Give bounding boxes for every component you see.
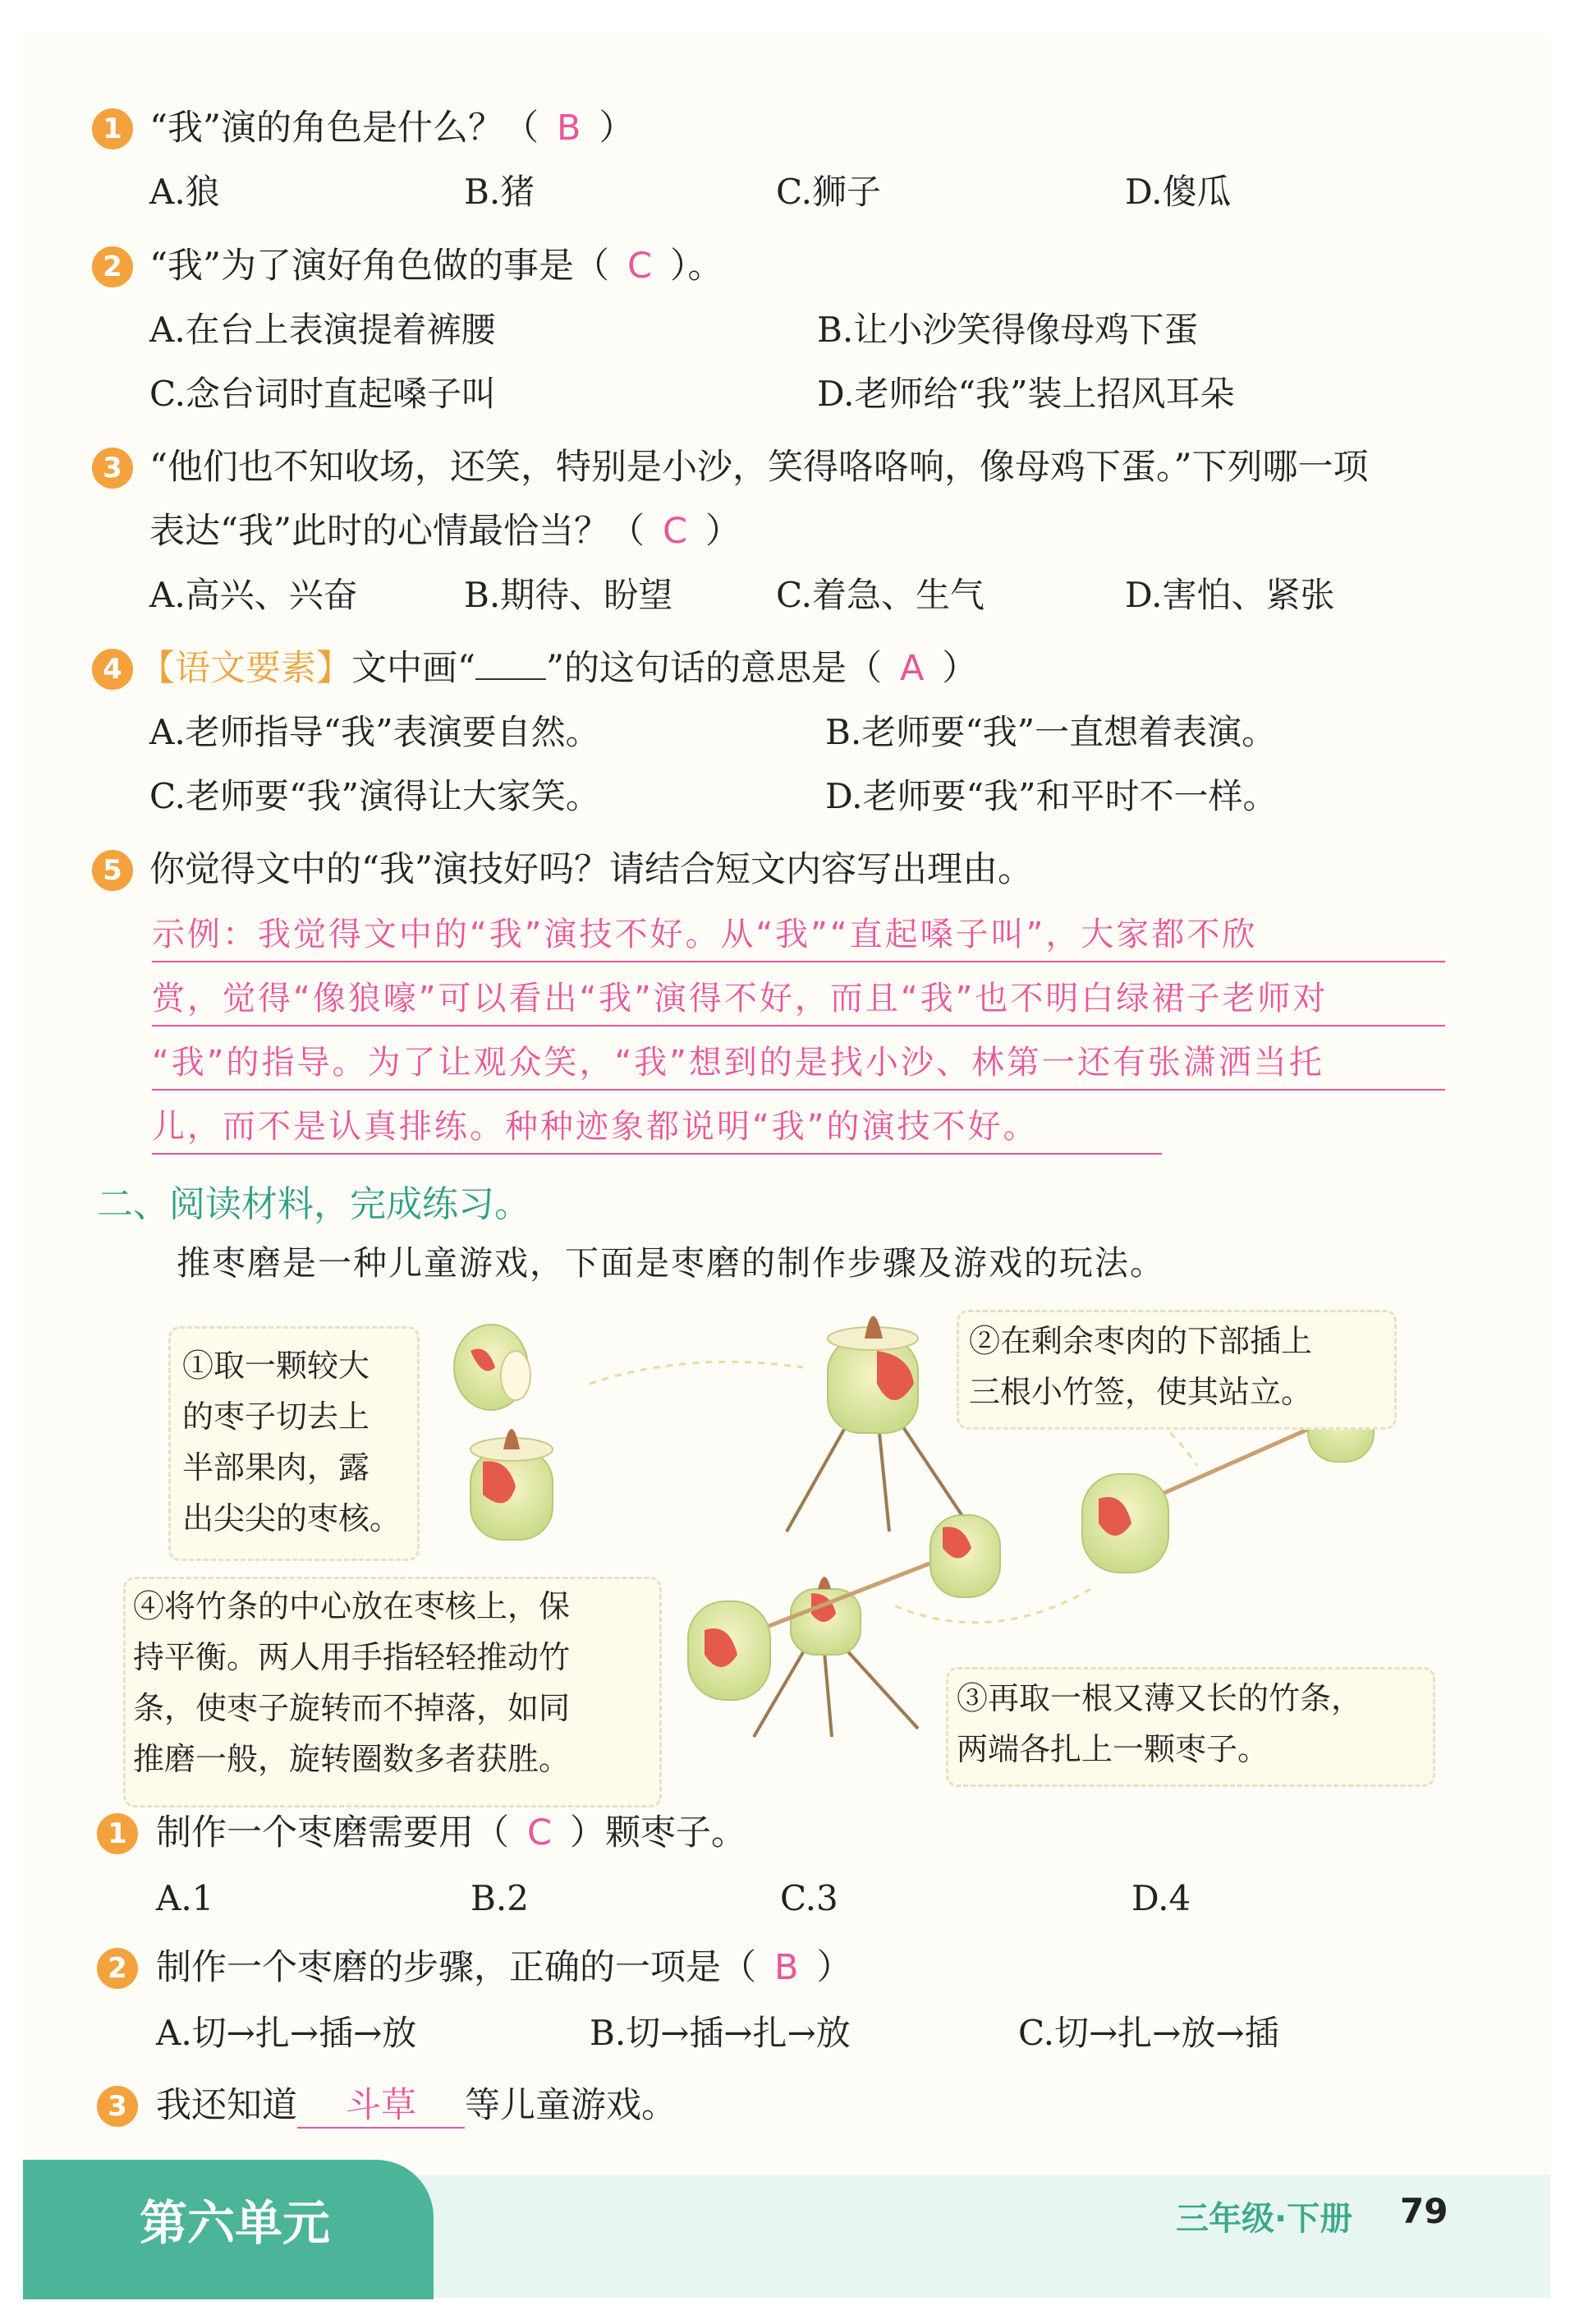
cut-jujube-top <box>454 1325 530 1410</box>
underline-blank <box>475 645 546 680</box>
step-4-line-2: 持平衡。两人用手指轻轻推动竹 <box>133 1639 571 1675</box>
s2-q3-prompt: 我还知道 <box>156 2085 297 2126</box>
question-3-line-1: “他们也不知收场，还笑，特别是小沙，笑得咯咯响，像母鸡下蛋。”下列哪一项 <box>149 447 1369 488</box>
question-number-4: 4 <box>92 649 133 690</box>
q2-option-a: A.在台上表演提着裤腰 <box>149 310 496 350</box>
q1-option-a: A.狼 <box>149 172 220 212</box>
s2-q2-option-c: C.切→扎→放→插 <box>1018 2013 1279 2053</box>
question-4-close: ） <box>942 648 978 689</box>
s2-q1-option-a: A.1 <box>156 1878 214 1918</box>
section-2-question-number-1: 1 <box>97 1813 138 1854</box>
step-4-line-3: 条，使枣子旋转而不掉落，如同 <box>133 1690 571 1726</box>
s2-q2-option-a: A.切→扎→插→放 <box>156 2013 417 2053</box>
s2-q1-option-b: B.2 <box>470 1878 529 1918</box>
question-3-close: ） <box>705 511 741 552</box>
q2-option-b: B.让小沙笑得像母鸡下蛋 <box>817 310 1199 350</box>
page-number: 79 <box>1400 2191 1448 2231</box>
section-2-question-1 <box>156 1808 746 1858</box>
answer-underline <box>152 1153 1162 1155</box>
question-1-answer: B <box>556 108 581 149</box>
section-2-title: 二、阅读材料，完成练习。 <box>97 1183 530 1225</box>
question-number-3: 3 <box>92 448 133 489</box>
s2-q2-answer: B <box>774 1947 799 1988</box>
step-4-line-4: 推磨一般，旋转圈数多者获胜。 <box>133 1741 571 1777</box>
step-1-line-4: 出尖尖的枣核。 <box>182 1500 402 1536</box>
s2-q2-option-b: B.切→插→扎→放 <box>590 2013 851 2053</box>
language-element-tag: 【语文要素】 <box>140 648 351 689</box>
question-2-answer: C <box>627 246 652 287</box>
q2-option-d: D.老师给“我”装上招风耳朵 <box>817 374 1235 414</box>
q1-option-b: B.猪 <box>464 172 535 212</box>
step-1-line-3: 半部果肉，露 <box>182 1449 370 1486</box>
step-4-line-1: ④将竹条的中心放在枣核上，保 <box>133 1588 571 1624</box>
question-3-line-2 <box>149 507 741 556</box>
step-2-line-2: 三根小竹签，使其站立。 <box>969 1374 1313 1410</box>
q3-option-c: C.着急、生气 <box>776 575 985 615</box>
q3-option-a: A.高兴、兴奋 <box>149 575 358 615</box>
question-5-text: 你觉得文中的“我”演技好吗？请结合短文内容写出理由。 <box>149 849 1033 890</box>
question-1-prompt: “我”演的角色是什么？（ <box>149 108 539 149</box>
question-1-close: ） <box>599 108 635 149</box>
question-2-prompt: “我”为了演好角色做的事是（ <box>149 246 609 287</box>
grade-label: 三年级·下册 <box>1176 2200 1353 2238</box>
section-2-question-3 <box>156 2081 677 2130</box>
section-2-question-number-2: 2 <box>97 1948 138 1989</box>
question-4-prompt-2: ”的这句话的意思是（ <box>545 648 882 689</box>
step-3-line-1: ③再取一根又薄又长的竹条， <box>957 1680 1363 1716</box>
s2-q3-answer: 斗草 <box>297 2084 465 2129</box>
s2-q2-close: ） <box>816 1947 852 1988</box>
s2-q2-prompt: 制作一个枣磨的步骤，正确的一项是（ <box>156 1947 756 1988</box>
standing-jujube <box>787 1316 967 1532</box>
s2-q3-close: 等儿童游戏。 <box>465 2085 677 2126</box>
unit-label: 第六单元 <box>140 2195 331 2251</box>
q4-option-c: C.老师要“我”演得让大家笑。 <box>149 776 600 816</box>
s2-q1-close: ）颗枣子。 <box>570 1812 747 1853</box>
q4-option-d: D.老师要“我”和平时不一样。 <box>825 776 1278 816</box>
q1-option-d: D.傻瓜 <box>1125 172 1232 212</box>
q4-option-b: B.老师要“我”一直想着表演。 <box>825 712 1277 752</box>
answer-underline <box>152 1025 1445 1027</box>
question-2-text <box>149 241 723 291</box>
section-2-question-2 <box>156 1943 852 1992</box>
q2-option-c: C.念台词时直起嗓子叫 <box>149 374 496 414</box>
answer-underline <box>152 1089 1445 1091</box>
question-3-answer: C <box>662 511 687 552</box>
step-3-line-2: 两端各扎上一颗枣子。 <box>957 1731 1269 1767</box>
q3-option-b: B.期待、盼望 <box>464 575 673 615</box>
question-2-close: ）。 <box>670 246 723 287</box>
step-1-line-2: 的枣子切去上 <box>182 1399 370 1435</box>
jujube-with-pit <box>470 1429 553 1540</box>
q4-option-a: A.老师指导“我”表演要自然。 <box>149 712 600 752</box>
handwritten-answer-line-1: 示例：我觉得文中的“我”演技不好。从“我”“直起嗓子叫”，大家都不欣 <box>152 916 1258 953</box>
section-2-question-number-3: 3 <box>97 2086 138 2127</box>
question-number-1: 1 <box>92 108 133 149</box>
question-1-text <box>149 103 634 153</box>
question-number-2: 2 <box>92 246 133 287</box>
question-3-prompt: 表达“我”此时的心情最恰当？（ <box>149 511 645 552</box>
s2-q1-answer: C <box>527 1812 553 1853</box>
handwritten-answer-line-3: “我”的指导。为了让观众笑，“我”想到的是找小沙、林第一还有张潇洒当托 <box>152 1044 1324 1082</box>
s2-q1-prompt: 制作一个枣磨需要用（ <box>156 1812 509 1853</box>
question-4-text <box>140 644 977 693</box>
handwritten-answer-line-2: 赏，觉得“像狼嚎”可以看出“我”演得不好，而且“我”也不明白绿裙子老师对 <box>152 980 1329 1017</box>
handwritten-answer-line-4: 儿，而不是认真排练。种种迹象都说明“我”的演技不好。 <box>152 1108 1039 1146</box>
question-4-prompt: 文中画“ <box>351 648 475 689</box>
section-2-intro: 推枣磨是一种儿童游戏，下面是枣磨的制作步骤及游戏的玩法。 <box>177 1243 1165 1283</box>
answer-underline <box>152 961 1445 962</box>
q1-option-c: C.狮子 <box>776 172 881 212</box>
s2-q1-option-d: D.4 <box>1131 1878 1191 1918</box>
s2-q1-option-c: C.3 <box>780 1878 838 1918</box>
question-4-answer: A <box>899 648 925 689</box>
step-2-line-1: ②在剩余枣肉的下部插上 <box>969 1323 1313 1359</box>
question-number-5: 5 <box>92 850 133 891</box>
step-1-line-1: ①取一颗较大 <box>182 1348 370 1384</box>
q3-option-d: D.害怕、紧张 <box>1125 575 1335 615</box>
